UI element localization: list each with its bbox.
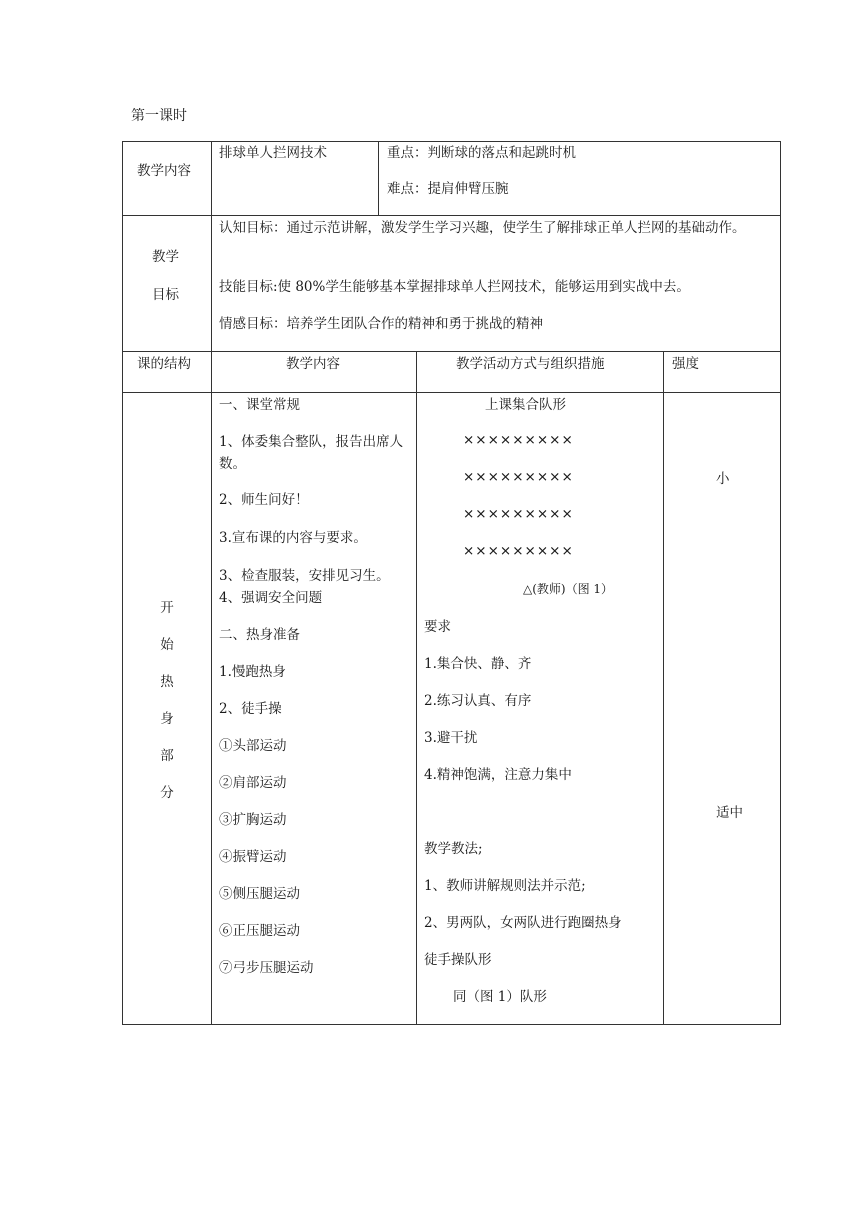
content-item: 2、徒手操 [219,701,282,717]
header-activities: 教学活动方式与组织措施 [456,356,605,372]
section-char: 身 [160,711,174,727]
formation-row: ××××××××× [463,543,574,559]
goals-label-line-2: 目标 [152,287,179,303]
content-item: 3、检查服装，安排见习生。 [219,568,390,584]
formation-title: 上课集合队形 [485,397,566,413]
content-item: ④振臂运动 [219,849,287,865]
requirement-item: 3.避干扰 [424,730,478,746]
method-item: 2、男两队，女两队进行跑圈热身 [424,915,622,931]
formation-row: ××××××××× [463,469,574,485]
requirements-title: 要求 [424,619,451,635]
content-label: 教学内容 [137,163,191,179]
method-item: 1、教师讲解规则法并示范; [424,878,586,894]
content-item: 2、师生问好！ [219,492,309,508]
section-char: 开 [160,600,174,616]
section-label [155,599,179,821]
top-table-content-divider [378,141,379,216]
page-heading: 第一课时 [131,108,187,124]
content-item: 3.宣布课的内容与要求。 [219,530,367,546]
content-item: 1、体委集合整队，报告出席人数。 [219,434,404,472]
header-structure: 课的结构 [137,356,191,372]
content-item: ⑤侧压腿运动 [219,886,300,902]
goal-cognitive: 认知目标：通过示范讲解，激发学生学习兴趣，使学生了解排球正单人拦网的基础动作。 [219,220,746,236]
top-table-row-divider [122,215,781,216]
content-item: ①头部运动 [219,738,287,754]
goal-emotion: 情感目标：培养学生团队合作的精神和勇于挑战的精神 [219,316,543,332]
main-table-col-divider-2 [416,351,417,1025]
content-item: 1.慢跑热身 [219,664,286,680]
intensity-medium: 适中 [716,805,743,821]
key-point: 重点：判断球的落点和起跳时机 [387,145,576,161]
drill-formation: 徒手操队形 [424,952,492,968]
content-item: 二、热身准备 [219,627,300,643]
top-table-label-divider [211,141,212,352]
formation-row: ××××××××× [463,506,574,522]
formation-row: ××××××××× [463,432,574,448]
difficulty: 难点：提肩伸臂压腕 [387,181,509,197]
main-table-header-divider [122,392,781,393]
goals-label-line-1: 教学 [152,249,179,265]
section-char: 部 [160,748,174,764]
requirement-item: 4.精神饱满，注意力集中 [424,767,572,783]
main-table-col-divider-1 [211,351,212,1025]
content-item: 一、课堂常规 [219,397,300,413]
content-item: ⑥正压腿运动 [219,923,300,939]
requirement-item: 2.练习认真、有序 [424,693,532,709]
requirement-item: 1.集合快、静、齐 [424,656,532,672]
section-char: 分 [160,785,174,801]
main-table-col-divider-3 [663,351,664,1025]
content-item: 4、强调安全问题 [219,590,323,606]
method-title: 教学教法; [424,841,483,857]
header-content: 教学内容 [286,356,340,372]
teacher-note: △(教师)（图 1） [523,582,614,596]
header-intensity: 强度 [672,356,699,372]
section-char: 始 [160,637,174,653]
drill-note: 同（图 1）队形 [453,989,547,1005]
content-item: ③扩胸运动 [219,812,287,828]
goal-skill: 技能目标:使 80%学生能够基本掌握排球单人拦网技术，能够运用到实战中去。 [219,279,690,295]
content-value: 排球单人拦网技术 [219,145,327,161]
section-char: 热 [160,674,174,690]
intensity-small: 小 [716,471,730,487]
content-item: ②肩部运动 [219,775,287,791]
content-item: ⑦弓步压腿运动 [219,960,314,976]
